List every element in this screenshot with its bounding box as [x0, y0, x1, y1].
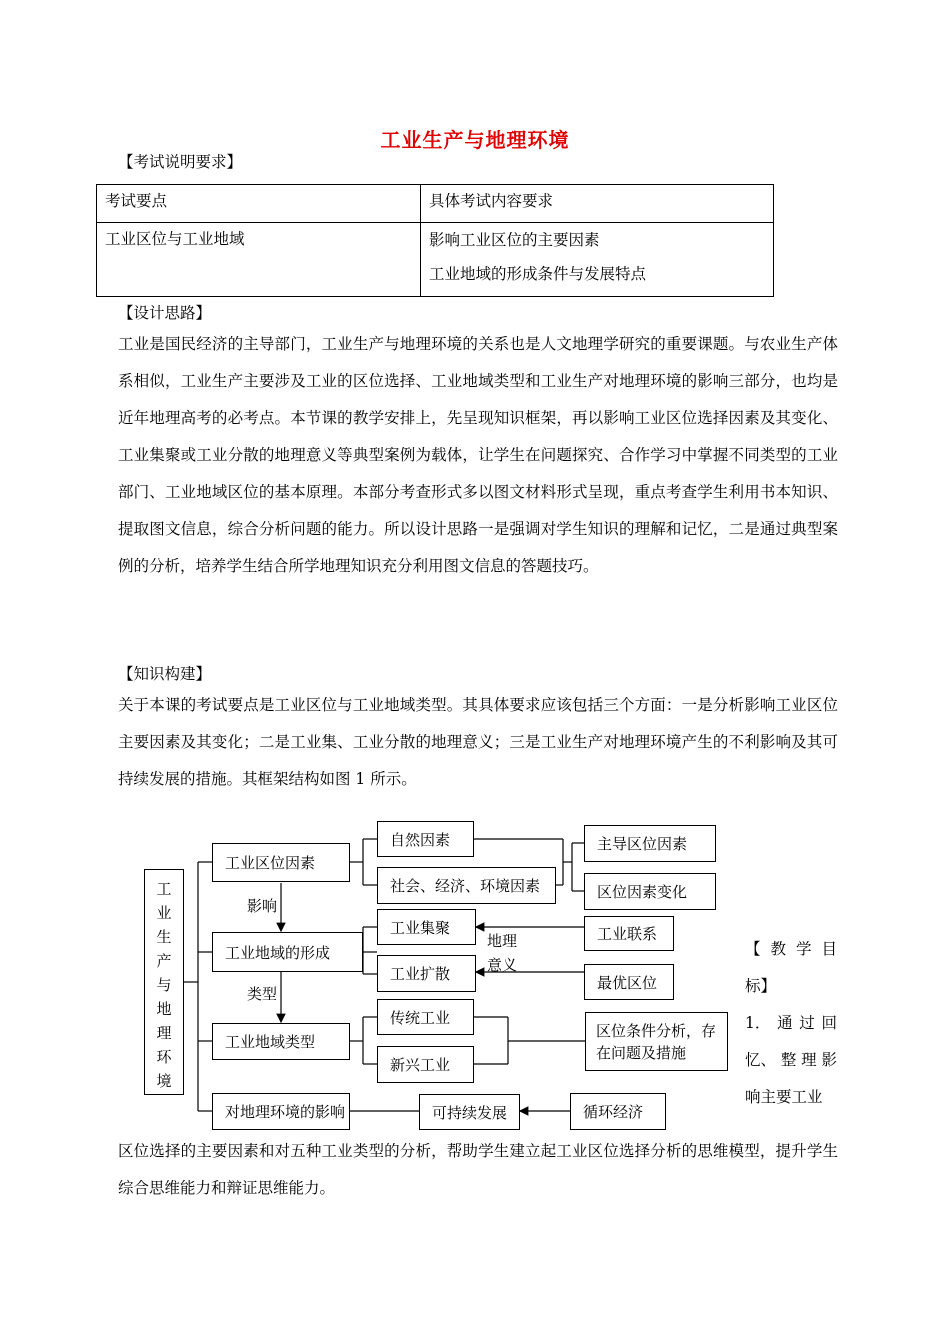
root-char: 产 [156, 952, 172, 970]
root-char: 理 [156, 1024, 172, 1042]
goal-line2-part: 理 [801, 1051, 817, 1069]
goal-line3: 响主要工业 [745, 1088, 823, 1106]
goal-heading-char: 【 [745, 940, 761, 958]
goal-heading-char: 目 [821, 940, 837, 958]
box-sustainable-development: 可持续发展 [419, 1094, 520, 1130]
box-region-formation: 工业地域的形成 [212, 932, 363, 972]
box-location-factors: 工业区位因素 [212, 843, 350, 882]
goal-heading-char: 教 [770, 940, 786, 958]
box-emerging-industry: 新兴工业 [377, 1046, 474, 1083]
box-factor-change: 区位因素变化 [584, 873, 716, 910]
design-paragraph: 工业是国民经济的主导部门，工业生产与地理环境的关系也是人文地理学研究的重要课题。与农业生产体系相似，工业生产主要涉及工业的区位选择、工业地域类型和工业生产对地理环境的影响三部分，也均是近年地理高考的必考点。本节课的教学安排上，先呈现知识框架，再以影响工业区位选择因素及其变化、工业集聚或工业分散的地理意义等典型案例为载体，让学生在问题探究、合作学习中掌握不同类型的工业部门、工业地域区位的基本原理。本部分考查形式多以图文材料形式呈现，重点考查学生利用书本知识、提取图文信息，综合分析问题的能力。所以设计思路一是强调对学生知识的理解和记忆，二是通过典型案例的分析，培养学生结合所学地理知识充分利用图文信息的答题技巧。 [118, 335, 838, 575]
table-header-point: 考试要点 [97, 185, 421, 223]
goal-continuation: 区位选择的主要因素和对五种工业类型的分析，帮助学生建立起工业区位选择分析的思维模型，提升学生综合思维能力和辩证思维能力。 [118, 1142, 838, 1197]
root-char: 地 [156, 1000, 172, 1018]
goal-line2-part: 忆、 [745, 1051, 777, 1069]
goal-line1-part: 过 [799, 1014, 815, 1032]
box-agglomeration: 工业集聚 [377, 909, 476, 945]
label-influence: 影响 [247, 897, 278, 915]
box-condition-analysis: 区位条件分析，存在问题及措施 [585, 1012, 728, 1071]
page-title: 工业生产与地理环境 [380, 128, 570, 152]
root-char: 环 [156, 1048, 172, 1066]
root-char: 境 [156, 1072, 172, 1090]
goal-heading-end: 标】 [745, 977, 777, 995]
box-industrial-linkage: 工业联系 [584, 916, 674, 951]
root-box [144, 869, 184, 1095]
goal-heading [745, 931, 837, 1116]
design-heading: 【设计思路】 [118, 304, 212, 322]
label-geo-meaning-2: 意义 [487, 956, 518, 974]
knowledge-heading: 【知识构建】 [118, 665, 212, 683]
table-header-requirements: 具体考试内容要求 [421, 185, 774, 223]
goal-line1-part: 通 [777, 1014, 793, 1032]
goal-line2-part: 影 [821, 1051, 837, 1069]
root-char: 生 [156, 928, 172, 946]
goal-line1-part: 回 [821, 1014, 837, 1032]
root-char: 工 [156, 880, 172, 898]
box-circular-economy: 循环经济 [570, 1093, 666, 1130]
goal-line2-part: 整 [780, 1051, 797, 1069]
requirement-item: 影响工业区位的主要因素 [429, 231, 600, 249]
box-natural-factors: 自然因素 [377, 821, 474, 857]
box-environment-impact: 对地理环境的影响 [212, 1093, 350, 1130]
goal-heading-char: 学 [795, 940, 812, 958]
label-geo-meaning-1: 地理 [487, 932, 518, 950]
root-char: 与 [156, 976, 172, 994]
box-optimal-location: 最优区位 [584, 964, 674, 1000]
box-traditional-industry: 传统工业 [377, 999, 474, 1035]
label-type: 类型 [247, 985, 278, 1003]
root-char: 业 [156, 904, 172, 922]
exam-section-heading: 【考试说明要求】 [118, 153, 243, 171]
knowledge-paragraph: 关于本课的考试要点是工业区位与工业地域类型。其具体要求应该包括三个方面：一是分析影响工业区位主要因素及其变化；二是工业集、工业分散的地理意义；三是工业生产对地理环境产生的不利影响及其可持续发展的措施。其框架结构如图 1 所示。 [118, 696, 838, 788]
box-region-types: 工业地域类型 [212, 1023, 350, 1060]
requirement-item: 工业地域的形成条件与发展特点 [429, 265, 647, 283]
box-dispersion: 工业扩散 [377, 955, 476, 992]
table-cell-point: 工业区位与工业地域 [97, 223, 421, 297]
box-dominant-factors: 主导区位因素 [584, 825, 716, 862]
goal-line1-part: 1． [745, 1014, 771, 1032]
box-social-factors: 社会、经济、环境因素 [377, 867, 556, 904]
